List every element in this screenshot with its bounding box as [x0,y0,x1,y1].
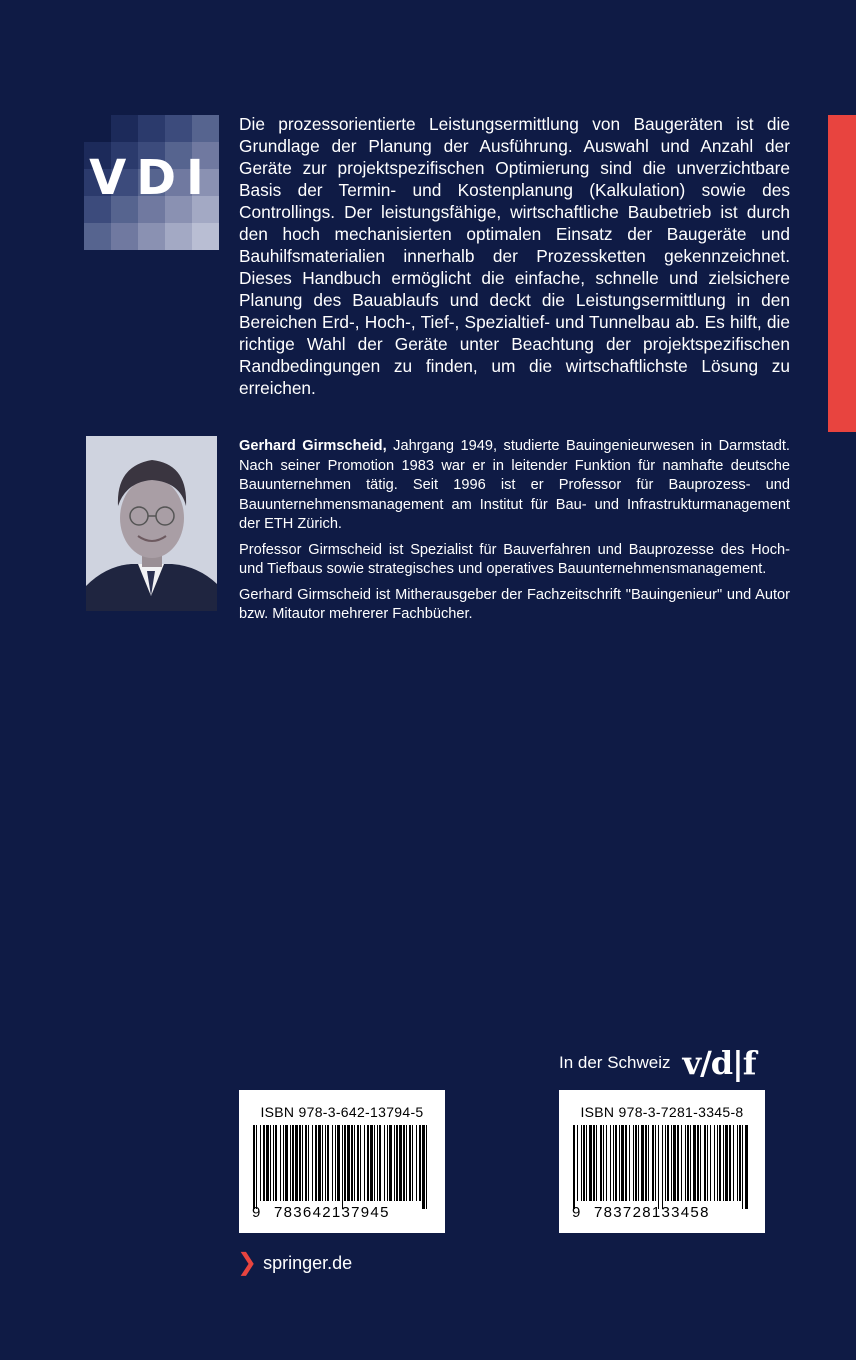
book-description: Die prozessorientierte Leistungsermittlung von Baugeräten ist die Grundlage der Planung der Ausführung. Auswahl und Anzahl der Geräte zur projektspezifischen Optimierung sind die unverzichtbare Basis der Termin- und Kostenplanung (Kalkulation) sowie des Controllings. Der leistungsfähige, wirtschaftliche Baubetrieb ist durch den hoch mechanisierten optimalen Einsatz der Baugeräte und Bauhilfsmaterialien innerhalb der Prozessketten gekennzeichnet. Dieses Handbuch ermöglicht die einfache, schnelle und zielsichere Planung des Bauablaufs und deckt die Leistungsermittlung in den Bereichen Erd-, Hoch-, Tief-, Spezialtief- und Tunnelbau ab. Es hilft, die richtige Wahl der Geräte unter Beachtung der projektspezifischen Randbedingungen zu finden, um die wirtschaftlichste Lösung zu erreichen. [239,114,790,398]
author-bio-text-3: Gerhard Girmscheid ist Mitherausgeber der Fachzeitschrift "Bauingenieur" und Autor bzw. Mitautor mehrerer Fachbücher. [239,586,790,622]
vdf-logo: v/d|f [682,1044,756,1082]
partner-block [559,1043,759,1083]
chevron-right-icon: ❯ [237,1249,258,1276]
author-bio-text-2: Professor Girmscheid ist Spezialist für Bauverfahren und Bauprozesse des Hoch- und Tiefbaus sowie strategisches und operatives Bauunternehmensmanagement. [239,541,790,577]
partner-label: In der Schweiz [559,1053,671,1072]
vdi-logo-text: VDI [89,150,214,206]
author-bio-text-1: Jahrgang 1949, studierte Bauingenieurwesen in Darmstadt. Nach seiner Promotion 1983 war er in leitender Funktion für namhafte deutsche Bauunternehmen tätig. Seit 1996 ist er Professor für Bauprozess- und Bauunternehmensmanagement am Institut für Bau- und Infrastrukturmanagement der ETH Zürich. [239,438,790,532]
barcode-digits: 783642137945 [274,1204,390,1221]
author-photo [86,436,217,611]
barcode-digits: 783728133458 [594,1204,710,1221]
springer-url[interactable]: springer.de [263,1252,353,1273]
barcode-first-digit: 9 [572,1204,581,1221]
isbn-label: ISBN 978-3-7281-3345-8 [580,1104,744,1120]
author-name: Gerhard Girmscheid, [239,438,387,454]
springer-link[interactable] [237,1249,352,1277]
barcode-first-digit: 9 [252,1204,261,1221]
author-portrait-illustration [86,436,217,611]
author-bio [239,437,790,631]
barcode-bars [571,1125,753,1209]
red-accent-stripe [828,115,856,432]
barcode-springer [239,1090,445,1233]
barcode-vdf [559,1090,765,1233]
isbn-label: ISBN 978-3-642-13794-5 [260,1104,424,1120]
barcode-bars [251,1125,433,1209]
